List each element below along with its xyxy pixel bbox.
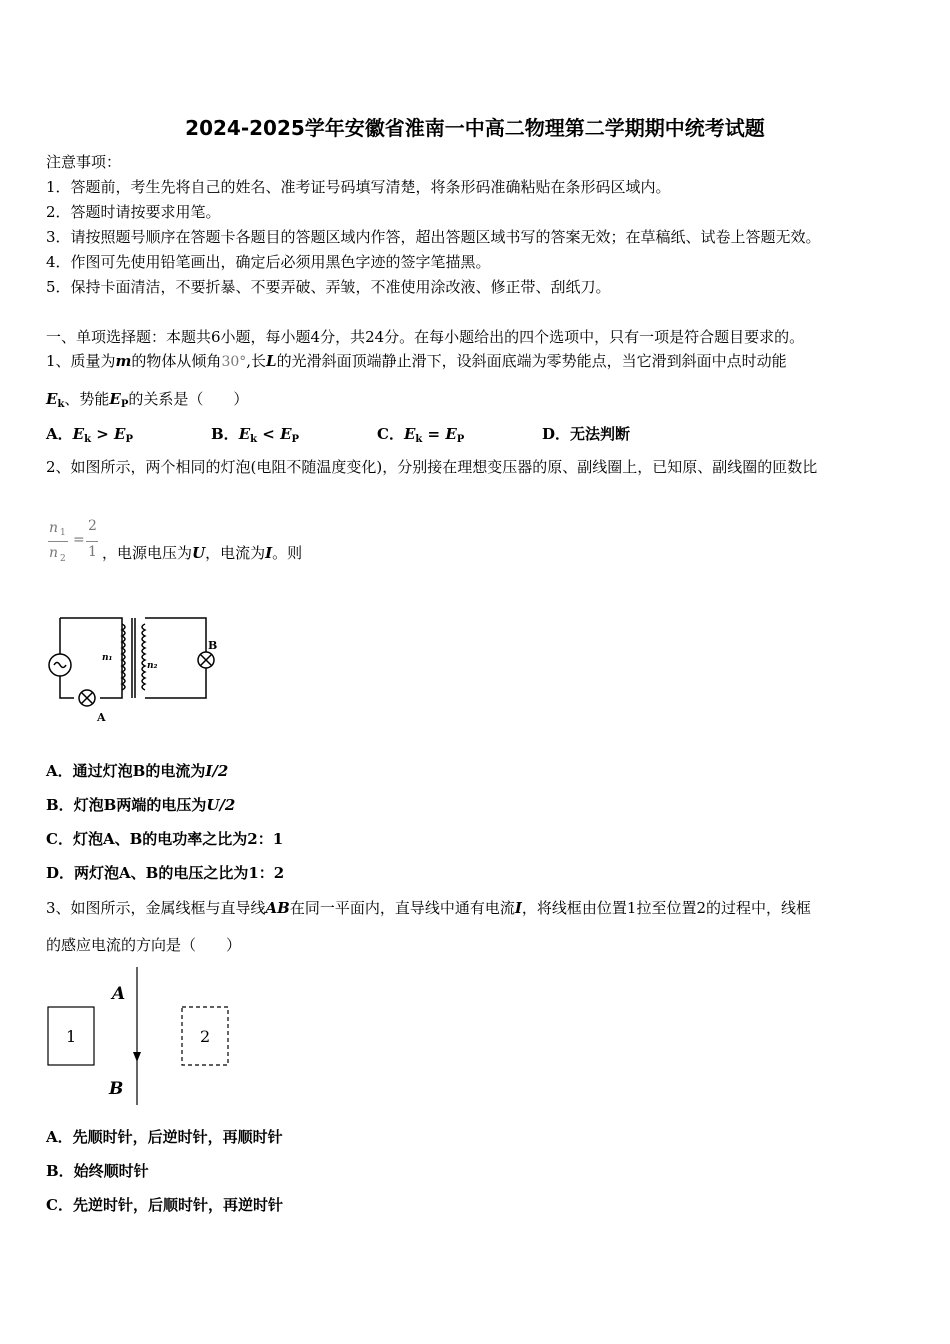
- n1-label: n₁: [102, 653, 113, 663]
- q3-stem: 3、如图所示，金属线框与直导线AB在同一平面内，直导线中通有电流I，将线框由位置1拉至位置2的过程中，线框: [46, 899, 812, 917]
- q2-option-c[interactable]: C．灯泡A、B的电功率之比为2：1: [46, 830, 284, 848]
- q1-stem: 1、质量为m的物体从倾角30°,长L的光滑斜面顶端静止滑下，设斜面底端为零势能点，当它滑到斜面中点时动能: [46, 352, 787, 370]
- position-2-label: 2: [200, 1027, 211, 1046]
- lamp-a-label: A: [97, 711, 106, 724]
- wire-end-a-label: A: [112, 984, 126, 1004]
- q3-option-a[interactable]: A．先顺时针，后逆时针，再顺时针: [46, 1128, 283, 1146]
- q2-option-d[interactable]: D．两灯泡A、B的电压之比为1：2: [46, 864, 285, 882]
- q1-option-c[interactable]: C．$E_k = E_P$: [377, 425, 465, 445]
- q1-option-a[interactable]: A．$E_k > E_P$: [46, 425, 133, 445]
- section-heading: 一、单项选择题：本题共6小题，每小题4分，共24分。在每小题给出的四个选项中，只有一项是符合题目要求的。: [46, 328, 805, 346]
- q1-option-d[interactable]: D．无法判断: [542, 425, 631, 443]
- wire-loop-diagram: [44, 962, 244, 1112]
- q2-stem-line2: ，电源电压为U，电流为I。则: [102, 544, 303, 562]
- transformer-circuit-diagram: [44, 610, 229, 725]
- n2-label: n₂: [147, 661, 158, 671]
- q1-option-b[interactable]: B．$E_k < E_P$: [211, 425, 300, 445]
- current-arrow-icon: [133, 1052, 141, 1062]
- q3-stem-line2: 的感应电流的方向是（ ）: [46, 936, 242, 954]
- notice-item-1: 1．答题前，考生先将自己的姓名、准考证号码填写清楚，将条形码准确粘贴在条形码区域内。: [46, 178, 671, 196]
- lamp-b-label: B: [208, 639, 218, 652]
- q2-fraction: n 1 n 2 = 2 1: [49, 518, 97, 564]
- notice-heading: 注意事项：: [46, 153, 122, 171]
- position-1-label: 1: [66, 1027, 77, 1046]
- notice-item-4: 4．作图可先使用铅笔画出，确定后必须用黑色字迹的签字笔描黑。: [46, 253, 491, 271]
- notice-item-2: 2．答题时请按要求用笔。: [46, 203, 221, 221]
- wire-end-b-label: B: [109, 1079, 124, 1099]
- q3-option-b[interactable]: B．始终顺时针: [46, 1162, 149, 1180]
- q2-option-b[interactable]: B．灯泡B两端的电压为U/2: [46, 796, 236, 814]
- q2-stem: 2、如图所示，两个相同的灯泡(电阻不随温度变化)，分别接在理想变压器的原、副线圈上，已知原、副线圈的匝数比: [46, 458, 818, 476]
- q3-option-c[interactable]: C．先逆时针，后顺时针，再逆时针: [46, 1196, 283, 1214]
- q2-option-a[interactable]: A．通过灯泡B的电流为I/2: [46, 762, 229, 780]
- page-title: 2024-2025学年安徽省淮南一中高二物理第二学期期中统考试题: [185, 116, 765, 140]
- notice-item-5: 5．保持卡面清洁，不要折暴、不要弄破、弄皱，不准使用涂改液、修正带、刮纸刀。: [46, 278, 611, 296]
- angle-value: 30°: [221, 354, 247, 370]
- notice-item-3: 3．请按照题号顺序在答题卡各题目的答题区域内作答，超出答题区域书写的答案无效；在草稿纸、试卷上答题无效。: [46, 228, 821, 246]
- q1-stem-line2: $E_k$、势能$E_P$的关系是（ ）: [46, 390, 249, 410]
